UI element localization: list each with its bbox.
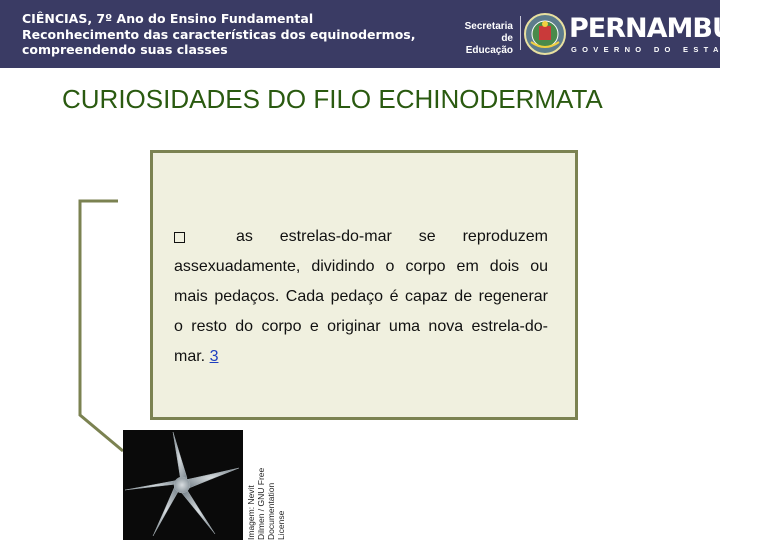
brand-subtitle: GOVERNO DO ESTADO	[571, 45, 746, 54]
slide-title: CURIOSIDADES DO FILO ECHINODERMATA	[62, 84, 603, 114]
course-line: Reconhecimento das características dos equinodermos,	[22, 26, 416, 42]
secretaria-label: Secretaria de Educação	[464, 21, 513, 56]
header-divider	[520, 16, 521, 50]
starfish-icon	[123, 430, 243, 540]
brand-name: PERNAMBUCO	[569, 13, 774, 44]
course-line: CIÊNCIAS, 7º Ano do Ensino Fundamental	[22, 11, 314, 26]
bullet-line-3: mais pedaços. Cada pedaço é capaz de regenerar	[174, 288, 548, 305]
bullet-line-4: o resto do corpo e originar uma nova estrela-do-	[174, 318, 548, 335]
reference-link[interactable]: 3	[209, 348, 219, 365]
bullet-paragraph	[174, 222, 548, 372]
bullet-line-5: mar. 3	[174, 348, 219, 365]
checkbox-bullet-icon	[174, 232, 185, 243]
image-credit: Imagem: Nevit Dilmen / GNU Free Documentation License	[246, 467, 286, 540]
header-bar	[0, 0, 774, 68]
course-info	[22, 11, 415, 58]
course-line: compreendendo suas classes	[22, 42, 228, 57]
state-seal-icon	[523, 12, 567, 56]
bullet-line-2: assexuadamente, dividindo o corpo em dois ou	[174, 258, 548, 275]
starfish-photo	[123, 430, 243, 540]
bullet-line-1: as estrelas-do-mar se reproduzem	[174, 222, 548, 252]
